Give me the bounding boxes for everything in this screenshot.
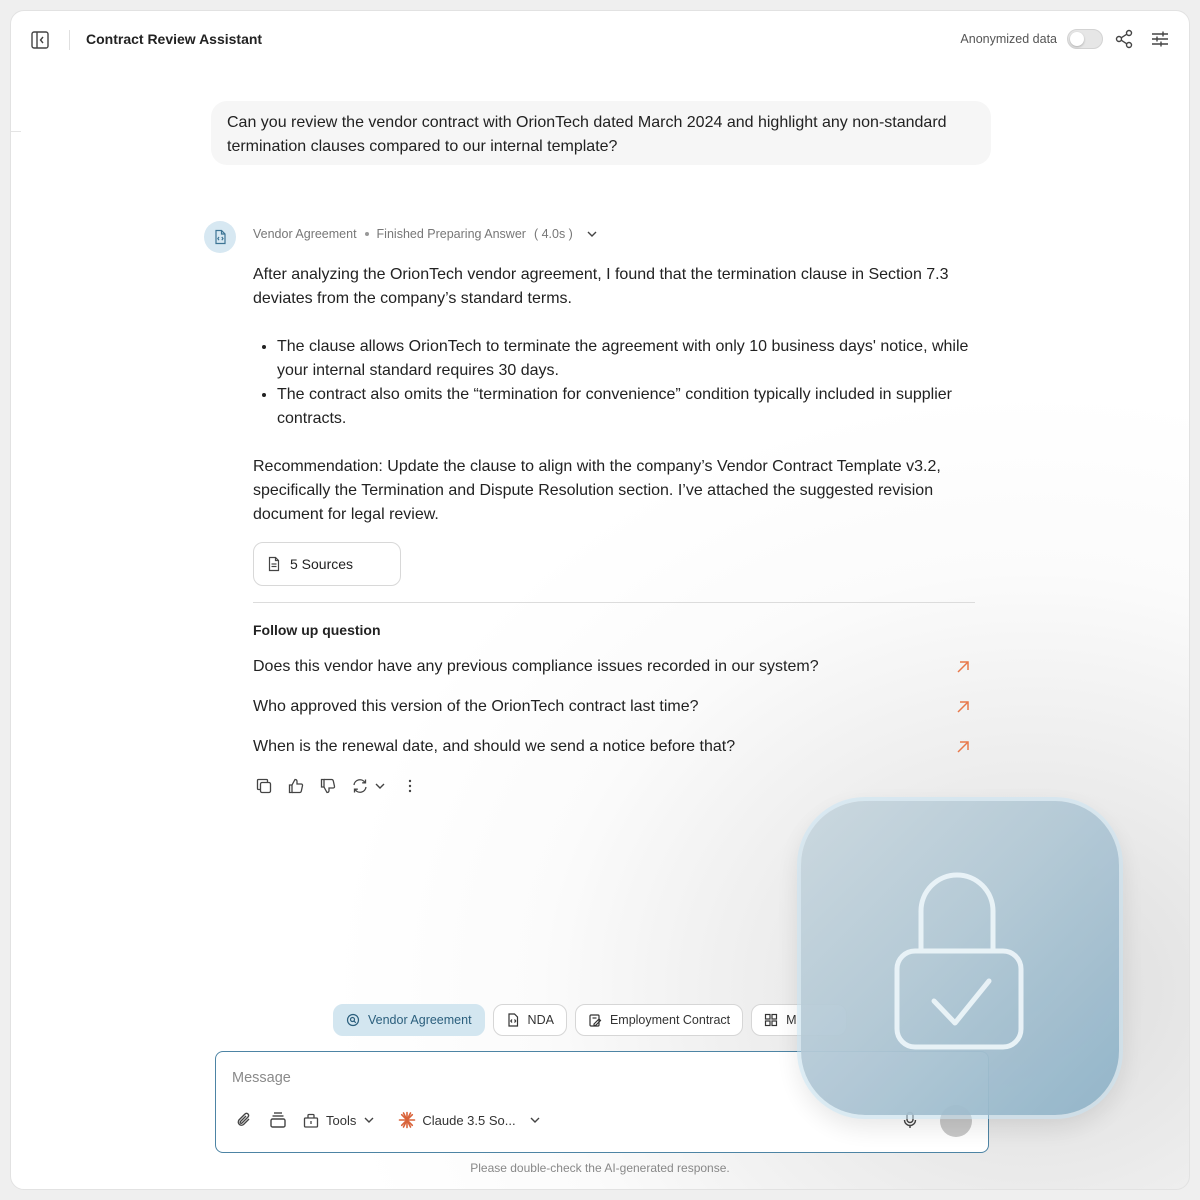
composer-toolbar (234, 1110, 542, 1130)
followup-text: When is the renewal date, and should we send a notice before that? (253, 738, 736, 755)
more-vertical-icon[interactable] (401, 777, 419, 795)
status-text: Finished Preparing Answer (376, 227, 526, 241)
assistant-avatar (204, 221, 236, 253)
chip-label: M (786, 1013, 797, 1027)
arrow-up-right-icon (955, 739, 971, 755)
message-actions (255, 777, 419, 795)
chip-vendor-agreement[interactable] (333, 1004, 485, 1036)
header-divider (69, 30, 70, 50)
divider (253, 602, 975, 603)
document-icon (266, 556, 282, 572)
followup-text: Does this vendor have any previous compliance issues recorded in our system? (253, 658, 819, 675)
code-doc-icon (506, 1013, 520, 1027)
answer-recommendation: Recommendation: Update the clause to align with the company’s Vendor Contract Template v3.2, specifically the Termination and Dispute Resolution section. I’ve attached the suggested revision document for legal review. (253, 458, 941, 523)
followup-text: Who approved this version of the OrionTech contract last time? (253, 698, 699, 715)
tools-button[interactable] (302, 1111, 376, 1129)
sidebar-toggle-icon[interactable] (29, 29, 51, 51)
stack-icon[interactable] (268, 1110, 288, 1130)
chip-label: NDA (527, 1013, 554, 1027)
chevron-down-icon (528, 1113, 542, 1127)
header (11, 11, 1189, 69)
claude-icon (398, 1111, 416, 1129)
chevron-down-icon[interactable] (585, 227, 599, 241)
tools-label: Tools (326, 1112, 357, 1128)
refresh-icon (351, 777, 369, 795)
sliders-icon[interactable] (1149, 28, 1171, 50)
contract-chips (333, 1004, 847, 1036)
lock-check-icon (801, 801, 1119, 1115)
source-label: Vendor Agreement (253, 227, 357, 241)
grid-icon (764, 1013, 778, 1027)
answer-bullet: • The contract also omits the “termination for convenience” condition typically included in supplier contracts. (277, 383, 985, 431)
meta-dot (365, 232, 369, 236)
chip-label: Vendor Agreement (368, 1013, 472, 1027)
answer-intro: After analyzing the OrionTech vendor agreement, I found that the termination clause in Section 7.3 deviates from the company’s standard terms. (253, 266, 949, 307)
share-icon[interactable] (1113, 28, 1135, 50)
code-doc-icon (212, 229, 228, 245)
model-label: Claude 3.5 So... (422, 1112, 516, 1128)
search-doc-icon (346, 1013, 360, 1027)
app-window (10, 10, 1190, 1190)
tools-icon (302, 1111, 320, 1129)
sources-button[interactable] (253, 542, 401, 586)
ai-disclaimer: Please double-check the AI-generated response. (470, 1161, 730, 1175)
model-selector[interactable] (398, 1111, 541, 1129)
message-input[interactable] (232, 1070, 732, 1086)
sources-label: 5 Sources (290, 556, 354, 572)
user-message: Can you review the vendor contract with OrionTech dated March 2024 and highlight any non-standard termination clauses compared to our internal template? (211, 101, 991, 165)
anonymized-label: Anonymized data (960, 32, 1057, 46)
followup-question[interactable] (253, 732, 975, 762)
toggle-knob (1070, 32, 1084, 46)
regenerate-button[interactable] (351, 777, 387, 795)
arrow-up-right-icon (955, 699, 971, 715)
chevron-down-icon (373, 779, 387, 793)
copy-icon[interactable] (255, 777, 273, 795)
chip-label: Employment Contract (609, 1013, 731, 1027)
chevron-down-icon (362, 1113, 376, 1127)
anonymized-toggle[interactable] (1067, 29, 1103, 49)
duration-text: ( 4.0s ) (533, 227, 573, 241)
followup-question[interactable] (253, 652, 975, 682)
followup-question[interactable] (253, 692, 975, 722)
page-title: Contract Review Assistant (86, 31, 263, 47)
assistant-meta (253, 227, 599, 241)
paperclip-icon[interactable] (234, 1110, 254, 1130)
chip-employment-contract[interactable] (575, 1004, 743, 1036)
assistant-answer (253, 263, 985, 527)
answer-bullet: • The clause allows OrionTech to terminate the agreement with only 10 business days' notice, while your internal standard requires 30 days. (277, 335, 985, 383)
thumbs-down-icon[interactable] (319, 777, 337, 795)
followup-title: Follow up question (253, 622, 381, 638)
chip-nda[interactable] (493, 1004, 567, 1036)
arrow-up-right-icon (955, 659, 971, 675)
divider (11, 131, 21, 132)
thumbs-up-icon[interactable] (287, 777, 305, 795)
edit-doc-icon (588, 1013, 602, 1027)
answer-bullets (277, 335, 985, 431)
